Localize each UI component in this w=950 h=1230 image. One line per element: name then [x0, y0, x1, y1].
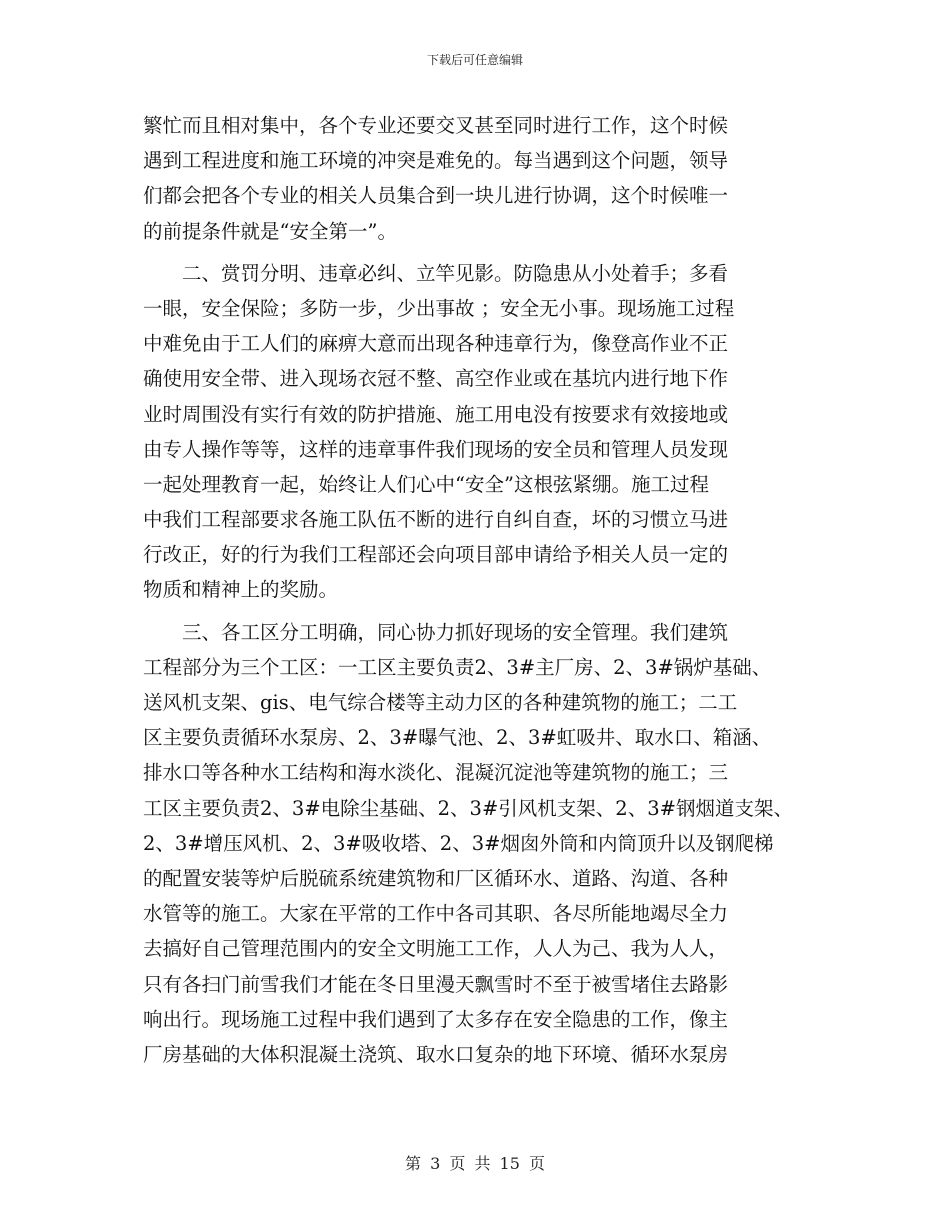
- text-line: 送风机支架、gis、电气综合楼等主动力区的各种建筑物的施工；二工: [143, 691, 738, 714]
- text-line: 工程部分为三个工区：一工区主要负责2、3#主厂房、2、3#锅炉基础、: [143, 655, 772, 679]
- paragraph: [143, 256, 823, 608]
- text-line: 区主要负责循环水泵房、2、3#曝气池、2、3#虹吸井、取水口、箱涵、: [143, 726, 772, 750]
- text-line: 三、各工区分工明确，同心协力抓好现场的安全管理。我们建筑: [182, 620, 729, 644]
- text-line: 二、赏罚分明、违章必纠、立竿见影。防隐患从小处着手；多看: [182, 261, 729, 285]
- paragraph: [143, 108, 823, 249]
- text-line: 中难免由于工人们的麻痹大意而出现各种违章行为，像登高作业不正: [143, 332, 729, 356]
- text-line: 响出行。现场施工过程中我们遇到了太多存在安全隐患的工作，像主: [143, 1007, 729, 1031]
- text-line: 水管等的施工。大家在平常的工作中各司其职、各尽所能地竭尽全力: [143, 902, 729, 926]
- page-number-footer: 第 3 页 共 15 页: [405, 1154, 545, 1173]
- text-line: 2、3#增压风机、2、3#吸收塔、2、3#烟囱外筒和内筒顶升以及钢爬梯: [143, 831, 774, 855]
- document-body: [143, 108, 823, 1072]
- text-line: 繁忙而且相对集中，各个专业还要交叉甚至同时进行工作，这个时候: [143, 114, 729, 137]
- text-line: 厂房基础的大体积混凝土浇筑、取水口复杂的地下环境、循环水泵房: [143, 1042, 729, 1066]
- text-line: 遇到工程进度和施工环境的冲突是难免的。每当遇到这个问题，领导: [143, 149, 729, 173]
- text-line: 一起处理教育一起，始终让人们心中“安全”这根弦紧绷。施工过程: [143, 472, 709, 496]
- text-line: 排水口等各种水工结构和海水淡化、混凝沉淀池等建筑物的施工；三: [143, 761, 729, 785]
- text-line: 行改正，好的行为我们工程部还会向项目部申请给予相关人员一定的: [143, 543, 729, 567]
- text-line: 工区主要负责2、3#电除尘基础、2、3#引风机支架、2、3#钢烟道支架、: [143, 796, 793, 820]
- text-line: 物质和精神上的奖励。: [143, 578, 339, 602]
- text-line: 去搞好自己管理范围内的安全文明施工工作，人人为己、我为人人，: [143, 937, 729, 961]
- paragraph-gap: [143, 249, 823, 256]
- text-line: 只有各扫门前雪我们才能在冬日里漫天飘雪时不至于被雪堵住去路影: [143, 972, 729, 996]
- text-line: 业时周围没有实行有效的防护措施、施工用电没有按要求有效接地或: [143, 402, 729, 426]
- text-line: 确使用安全带、进入现场衣冠不整、高空作业或在基坑内进行地下作: [143, 367, 729, 391]
- page-header: 下载后可任意编辑: [426, 53, 523, 67]
- paragraph-gap: [143, 608, 823, 615]
- text-line: 的配置安装等炉后脱硫系统建筑物和厂区循环水、道路、沟道、各种: [143, 866, 729, 890]
- text-line: 由专人操作等等，这样的违章事件我们现场的安全员和管理人员发现: [143, 437, 729, 461]
- paragraph: [143, 615, 823, 1072]
- text-line: 的前提条件就是“安全第一”。: [143, 219, 397, 243]
- text-line: 们都会把各个专业的相关人员集合到一块儿进行协调，这个时候唯一: [143, 184, 729, 208]
- text-line: 中我们工程部要求各施工队伍不断的进行自纠自查，坏的习惯立马进: [143, 508, 729, 532]
- text-line: 一眼，安全保险；多防一步，少出事故 ；安全无小事。现场施工过程: [143, 296, 735, 320]
